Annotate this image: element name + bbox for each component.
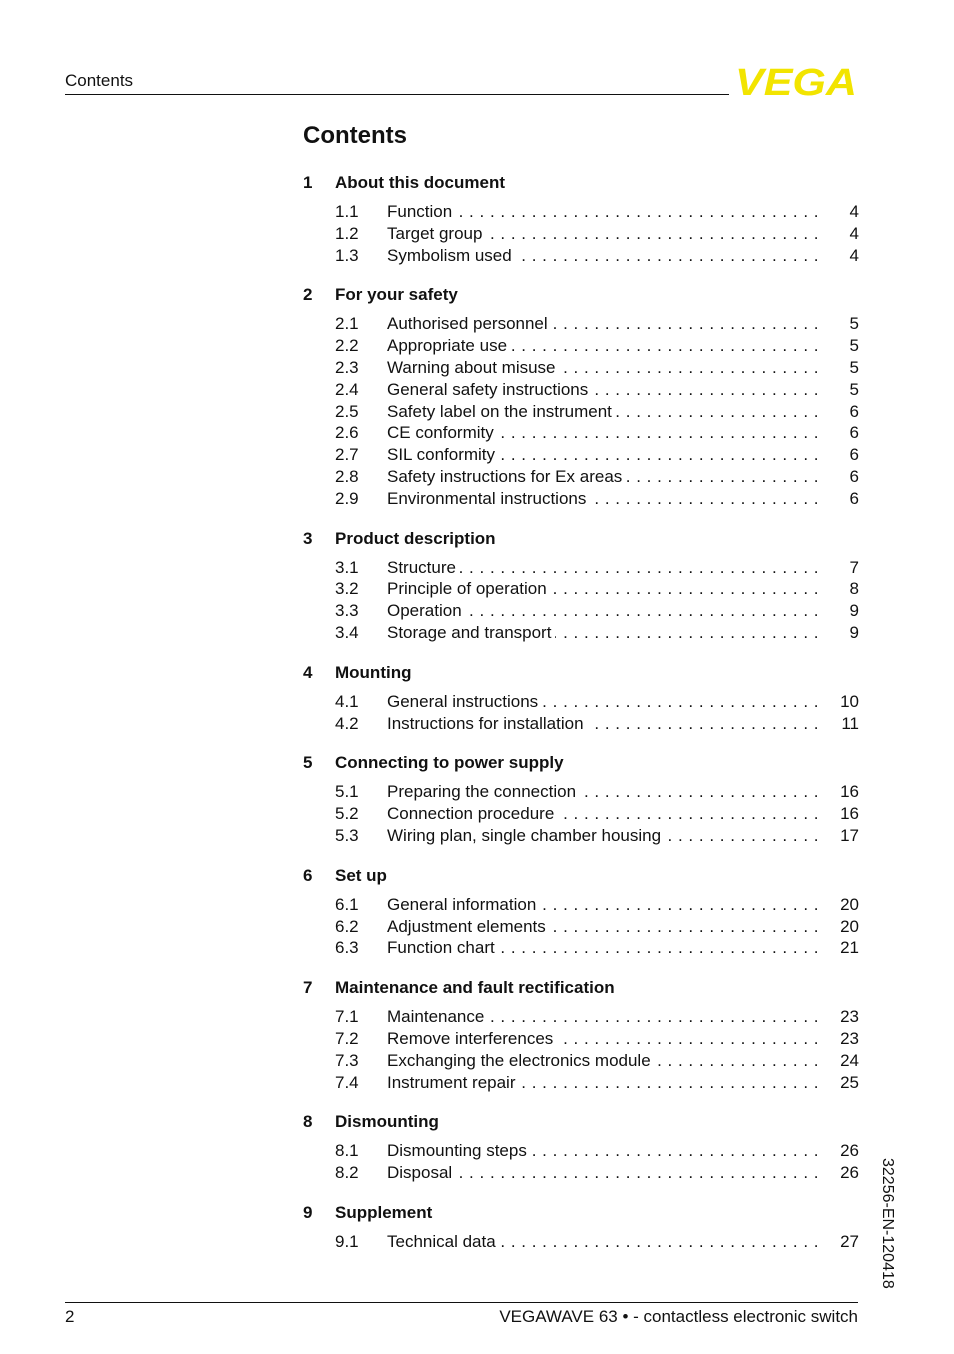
entry-title: Instructions for installation [387, 714, 588, 733]
section-title: Maintenance and fault rectification [335, 978, 615, 998]
section-number: 6 [303, 865, 313, 885]
entry-number: 8.1 [335, 1141, 359, 1161]
toc-section [303, 865, 859, 959]
toc-entry[interactable] [303, 803, 859, 825]
entry-number: 3.2 [335, 579, 359, 599]
entry-page-number: 5 [849, 357, 859, 377]
toc-section-heading[interactable] [303, 865, 859, 887]
entry-title: Operation [387, 601, 466, 620]
toc-entry[interactable] [303, 916, 859, 938]
toc-entry[interactable] [303, 201, 859, 223]
toc-entry[interactable] [303, 1028, 859, 1050]
toc-entry[interactable] [303, 357, 859, 379]
entry-title: Function [387, 202, 456, 221]
entry-leader [387, 488, 819, 510]
section-title: Mounting [335, 662, 412, 682]
entry-title: Appropriate use [387, 336, 511, 355]
entry-number: 1.1 [335, 202, 359, 221]
entry-number: 2.8 [335, 466, 359, 486]
vega-logo [735, 64, 859, 98]
entry-page-number: 4 [849, 202, 859, 221]
entry-number: 2.1 [335, 314, 359, 334]
entry-page-number: 20 [840, 916, 859, 936]
toc-entry[interactable] [303, 781, 859, 803]
entry-number: 6.2 [335, 916, 359, 936]
toc-entry[interactable] [303, 1140, 859, 1162]
footer-rule [65, 1302, 858, 1303]
entry-leader [387, 335, 819, 357]
entry-leader [387, 313, 819, 335]
toc-entry[interactable] [303, 466, 859, 488]
section-title: For your safety [335, 285, 458, 305]
entry-page-number: 27 [840, 1231, 859, 1251]
entry-number: 8.2 [335, 1163, 359, 1183]
entry-leader [387, 825, 819, 847]
entry-leader [387, 1006, 819, 1028]
entry-number: 5.2 [335, 804, 359, 824]
entry-title: Principle of operation [387, 579, 551, 598]
entry-title: Technical data [387, 1232, 500, 1251]
entry-title: CE conformity [387, 423, 498, 442]
toc-section-heading[interactable] [303, 1111, 859, 1133]
entry-page-number: 6 [849, 401, 859, 421]
entry-number: 2.4 [335, 379, 359, 399]
section-number: 7 [303, 978, 313, 998]
section-title: Set up [335, 865, 387, 885]
entry-leader [387, 600, 819, 622]
entry-leader [387, 916, 819, 938]
section-title: Connecting to power supply [335, 753, 564, 773]
toc-section [303, 284, 859, 509]
toc-entry[interactable] [303, 379, 859, 401]
entry-leader [387, 401, 819, 423]
entry-leader [387, 1072, 819, 1094]
entry-page-number: 26 [840, 1163, 859, 1183]
toc-section-heading[interactable] [303, 977, 859, 999]
entry-title: Target group [387, 224, 486, 243]
entry-page-number: 16 [840, 782, 859, 802]
entry-page-number: 6 [849, 445, 859, 465]
entry-number: 1.2 [335, 223, 359, 243]
entry-number: 3.1 [335, 557, 359, 577]
toc-entry[interactable] [303, 422, 859, 444]
toc-entry[interactable] [303, 245, 859, 267]
entry-leader [387, 245, 819, 267]
toc-entry[interactable] [303, 335, 859, 357]
toc-entry[interactable] [303, 1231, 859, 1253]
entry-number: 3.3 [335, 601, 359, 621]
entry-leader [387, 894, 819, 916]
entry-leader [387, 223, 819, 245]
entry-page-number: 24 [840, 1050, 859, 1070]
toc-section [303, 528, 859, 644]
entry-leader [387, 578, 819, 600]
toc-entry[interactable] [303, 1050, 859, 1072]
entry-title: Safety label on the instrument [387, 402, 616, 421]
entry-leader [387, 1231, 819, 1253]
entry-number: 4.1 [335, 691, 359, 711]
entry-leader [387, 1050, 819, 1072]
entry-page-number: 10 [840, 691, 859, 711]
entry-leader [387, 422, 819, 444]
toc-entry[interactable] [303, 713, 859, 735]
toc-section-heading[interactable] [303, 752, 859, 774]
toc-entry[interactable] [303, 600, 859, 622]
entry-page-number: 11 [841, 713, 859, 733]
entry-title: Instrument repair [387, 1073, 520, 1092]
toc-section-heading[interactable] [303, 528, 859, 550]
entry-title: General instructions [387, 692, 542, 711]
entry-page-number: 4 [849, 245, 859, 265]
section-number: 2 [303, 285, 313, 305]
entry-number: 2.2 [335, 336, 359, 356]
logo-text: VEGA [735, 64, 857, 98]
toc-entry[interactable] [303, 1162, 859, 1184]
toc-entry[interactable] [303, 622, 859, 644]
entry-number: 6.3 [335, 938, 359, 958]
entry-page-number: 23 [840, 1007, 859, 1027]
entry-page-number: 16 [840, 804, 859, 824]
entry-page-number: 5 [849, 379, 859, 399]
entry-leader [387, 379, 819, 401]
entry-title: Connection procedure [387, 804, 558, 823]
entry-leader [387, 557, 819, 579]
section-title: Supplement [335, 1202, 433, 1222]
entry-title: Remove interferences [387, 1029, 557, 1048]
entry-title: Dismounting steps [387, 1141, 531, 1160]
entry-leader [387, 713, 819, 735]
entry-title: Function chart [387, 938, 499, 957]
section-number: 8 [303, 1112, 313, 1132]
entry-number: 7.2 [335, 1028, 359, 1048]
footer-page-number: 2 [65, 1307, 75, 1326]
section-number: 9 [303, 1202, 313, 1222]
entry-number: 7.4 [335, 1072, 359, 1092]
entry-number: 4.2 [335, 713, 359, 733]
entry-page-number: 4 [849, 223, 859, 243]
section-number: 4 [303, 662, 313, 682]
entry-leader [387, 781, 819, 803]
entry-page-number: 9 [849, 622, 859, 642]
entry-title: Disposal [387, 1163, 456, 1182]
entry-number: 1.3 [335, 245, 359, 265]
entry-page-number: 7 [849, 557, 859, 577]
entry-number: 6.1 [335, 894, 359, 914]
entry-page-number: 6 [849, 466, 859, 486]
entry-leader [387, 1162, 819, 1184]
entry-number: 2.9 [335, 488, 359, 508]
entry-page-number: 21 [840, 938, 859, 958]
toc-entry[interactable] [303, 578, 859, 600]
entry-title: Preparing the connection [387, 782, 580, 801]
toc-entry[interactable] [303, 937, 859, 959]
entry-leader [387, 466, 819, 488]
entry-number: 2.6 [335, 423, 359, 443]
entry-title: Authorised personnel [387, 314, 552, 333]
header-rule [65, 94, 729, 95]
entry-number: 5.3 [335, 825, 359, 845]
toc-entry[interactable] [303, 313, 859, 335]
entry-title: Maintenance [387, 1007, 488, 1026]
document-id: 32256-EN-120418 [879, 1158, 896, 1289]
entry-leader [387, 691, 819, 713]
entry-title: Safety instructions for Ex areas [387, 467, 626, 486]
entry-leader [387, 622, 819, 644]
entry-leader [387, 937, 819, 959]
entry-page-number: 5 [849, 314, 859, 334]
entry-number: 3.4 [335, 622, 359, 642]
toc-entry[interactable] [303, 894, 859, 916]
toc-entry[interactable] [303, 401, 859, 423]
toc-section-heading[interactable] [303, 284, 859, 306]
entry-title: Structure [387, 558, 460, 577]
entry-leader [387, 803, 819, 825]
entry-page-number: 5 [849, 336, 859, 356]
entry-title: SIL conformity [387, 445, 499, 464]
toc-entry[interactable] [303, 1006, 859, 1028]
entry-number: 5.1 [335, 782, 359, 802]
toc-section [303, 1202, 859, 1253]
entry-number: 7.1 [335, 1007, 359, 1027]
section-title: About this document [335, 173, 505, 192]
entry-leader [387, 1028, 819, 1050]
entry-leader [387, 1140, 819, 1162]
page-title: Contents [303, 122, 407, 149]
section-title: Dismounting [335, 1112, 439, 1132]
entry-title: Wiring plan, single chamber housing [387, 826, 665, 845]
toc-entry[interactable] [303, 488, 859, 510]
entry-number: 2.5 [335, 401, 359, 421]
toc-entry[interactable] [303, 825, 859, 847]
toc-section [303, 752, 859, 846]
entry-title: General safety instructions [387, 380, 592, 399]
entry-page-number: 8 [849, 579, 859, 599]
entry-number: 2.3 [335, 357, 359, 377]
section-title: Product description [335, 528, 496, 548]
toc-entry[interactable] [303, 444, 859, 466]
entry-number: 7.3 [335, 1050, 359, 1070]
toc-section-heading[interactable] [303, 662, 859, 684]
section-number: 3 [303, 528, 313, 548]
footer-document-title: VEGAWAVE 63 • - contactless electronic switch [499, 1307, 858, 1326]
entry-page-number: 26 [840, 1141, 859, 1161]
toc-section [303, 662, 859, 735]
entry-leader [387, 444, 819, 466]
toc-entry[interactable] [303, 691, 859, 713]
entry-leader [387, 201, 819, 223]
toc-entry[interactable] [303, 1072, 859, 1094]
entry-title: Adjustment elements [387, 917, 550, 936]
table-of-contents [303, 172, 859, 1271]
section-number: 1 [303, 173, 313, 192]
entry-title: Storage and transport [387, 623, 555, 642]
entry-title: General information [387, 895, 540, 914]
entry-title: Environmental instructions [387, 489, 590, 508]
section-number: 5 [303, 753, 313, 773]
toc-section [303, 977, 859, 1093]
entry-page-number: 6 [849, 488, 859, 508]
entry-number: 9.1 [335, 1231, 359, 1251]
toc-section [303, 172, 859, 266]
entry-page-number: 20 [840, 894, 859, 914]
toc-section-heading[interactable] [303, 172, 859, 194]
header-label: Contents [65, 71, 134, 90]
entry-title: Exchanging the electronics module [387, 1051, 655, 1070]
toc-section [303, 1111, 859, 1184]
entry-title: Warning about misuse [387, 358, 560, 377]
entry-number: 2.7 [335, 445, 359, 465]
entry-page-number: 25 [840, 1072, 859, 1092]
entry-page-number: 17 [840, 825, 859, 845]
toc-entry[interactable] [303, 557, 859, 579]
entry-leader [387, 357, 819, 379]
toc-section-heading[interactable] [303, 1202, 859, 1224]
entry-page-number: 23 [840, 1028, 859, 1048]
entry-page-number: 6 [849, 423, 859, 443]
toc-entry[interactable] [303, 223, 859, 245]
entry-title: Symbolism used [387, 246, 516, 265]
entry-page-number: 9 [849, 601, 859, 621]
